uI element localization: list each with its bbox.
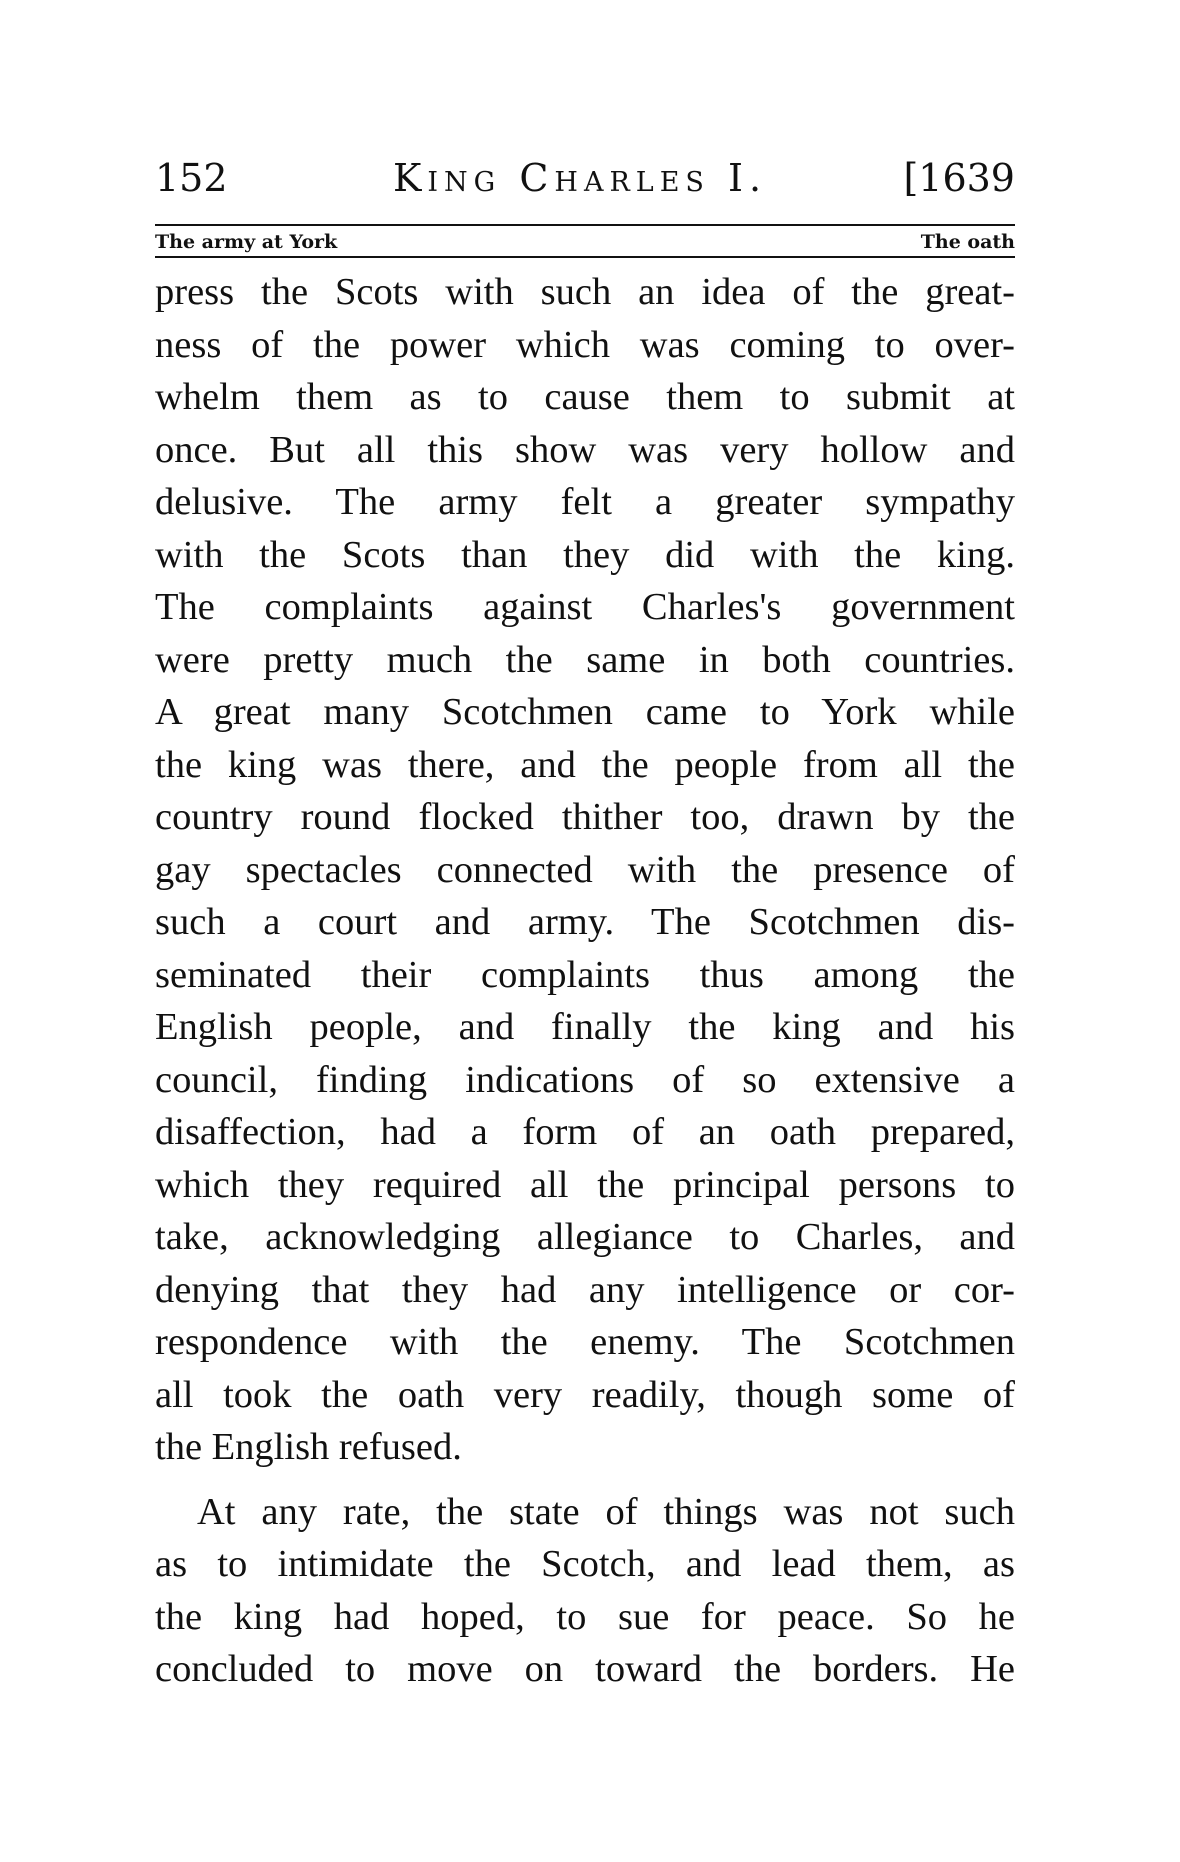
text-line: all took the oath very readily, though some of <box>155 1373 1015 1416</box>
paragraph-gap <box>155 1474 1015 1486</box>
book-title: King Charles I. <box>393 156 768 200</box>
text-line: council, finding indications of so extensive a <box>155 1058 1015 1101</box>
text-line: take, acknowledging allegiance to Charles, and <box>155 1216 1015 1258</box>
text-line: as to intimidate the Scotch, and lead them, as <box>155 1543 1015 1585</box>
text-line: were pretty much the same in both countries. <box>155 638 1015 681</box>
header-rule-top <box>155 224 1015 226</box>
page-number: 152 <box>155 156 228 200</box>
section-subheads <box>155 228 1015 256</box>
text-line: once. But all this show was very hollow and <box>155 428 1015 471</box>
text-line: ness of the power which was coming to over- <box>155 323 1015 366</box>
text-line: country round flocked thither too, drawn by the <box>155 796 1015 838</box>
text-line: the king had hoped, to sue for peace. So he <box>155 1595 1015 1638</box>
text-line: whelm them as to cause them to submit at <box>155 376 1015 418</box>
subhead-left: The army at York <box>155 231 338 253</box>
paragraph-1 <box>155 266 1015 1474</box>
paragraph-2 <box>155 1486 1015 1696</box>
text-line: which they required all the principal persons to <box>155 1163 1015 1206</box>
text-line: respondence with the enemy. The Scotchmen <box>155 1321 1015 1363</box>
text-line: gay spectacles connected with the presence of <box>155 848 1015 891</box>
text-line: The complaints against Charles's government <box>155 586 1015 628</box>
text-line: with the Scots than they did with the king. <box>155 533 1015 576</box>
text-line: disaffection, had a form of an oath prepared, <box>155 1111 1015 1153</box>
text-line: English people, and finally the king and his <box>155 1006 1015 1048</box>
text-line: concluded to move on toward the borders. He <box>155 1648 1015 1690</box>
book-page <box>155 150 1015 1696</box>
subhead-right: The oath <box>920 231 1015 253</box>
header-rule-bottom <box>155 256 1015 258</box>
text-line: seminated their complaints thus among the <box>155 953 1015 996</box>
text-line: such a court and army. The Scotchmen dis- <box>155 901 1015 943</box>
text-line: denying that they had any intelligence or cor- <box>155 1268 1015 1311</box>
text-line: the English refused. <box>155 1426 462 1468</box>
year-marker: [1639 <box>903 156 1015 200</box>
text-line: At any rate, the state of things was not such <box>197 1490 1015 1533</box>
text-line: press the Scots with such an idea of the great- <box>155 271 1015 313</box>
running-head <box>155 150 1015 206</box>
text-line: delusive. The army felt a greater sympathy <box>155 481 1015 523</box>
text-line: the king was there, and the people from all the <box>155 743 1015 786</box>
body-text <box>155 266 1015 1696</box>
text-line: A great many Scotchmen came to York while <box>155 691 1015 733</box>
